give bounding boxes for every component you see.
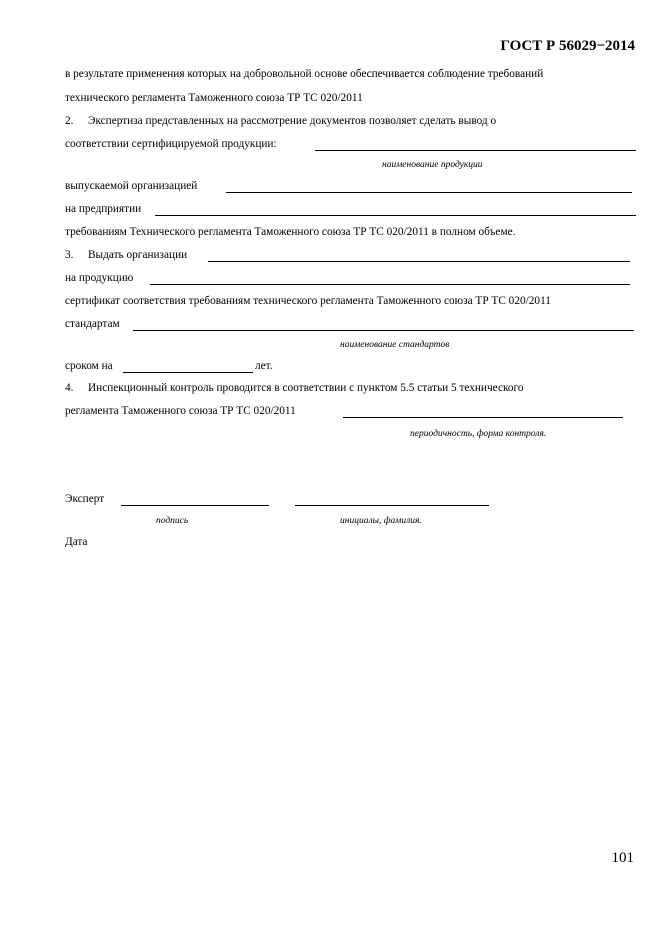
caption-product: наименование продукции — [382, 160, 483, 170]
paragraph-line: технического регламента Таможенного союза ТР ТС 020/2011 — [65, 92, 363, 104]
issue-to-label: Выдать организации — [88, 249, 188, 261]
standards-label: стандартам — [65, 318, 120, 330]
document-code-header: ГОСТ Р 56029−2014 — [500, 38, 635, 54]
standards-fill-line — [133, 330, 634, 331]
paragraph-line: Экспертиза представленных на рассмотрение документов позволяет сделать вывод о — [88, 115, 497, 127]
enterprise-label: на предприятии — [65, 203, 142, 215]
regulation-label: регламента Таможенного союза ТР ТС 020/2011 — [65, 405, 296, 417]
issue-to-fill-line — [208, 261, 630, 262]
enterprise-fill-line — [155, 215, 636, 216]
date-label: Дата — [65, 536, 88, 548]
caption-signature: подпись — [156, 516, 189, 526]
paragraph-line: Инспекционный контроль проводится в соответствии с пунктом 5.5 статьи 5 технического — [88, 382, 524, 394]
name-fill-line — [295, 505, 489, 506]
paragraph-line: сертификат соответствия требованиям технического регламента Таможенного союза ТР ТС 020/2011 — [65, 295, 551, 307]
product-fill-line — [150, 284, 630, 285]
organization-label: выпускаемой организацией — [65, 180, 198, 192]
years-label: лет. — [255, 360, 273, 372]
expert-label: Эксперт — [65, 493, 105, 505]
caption-standards: наименование стандартов — [340, 340, 450, 350]
product-label: соответствии сертифицируемой продукции: — [65, 138, 277, 150]
product-label: на продукцию — [65, 272, 134, 284]
organization-fill-line — [226, 192, 632, 193]
page-number: 101 — [611, 850, 634, 866]
item-number: 4. — [65, 382, 74, 394]
item-number: 2. — [65, 115, 74, 127]
paragraph-line: требованиям Технического регламента Таможенного союза ТР ТС 020/2011 в полном объеме. — [65, 226, 516, 238]
signature-fill-line — [121, 505, 269, 506]
product-fill-line — [315, 150, 636, 151]
paragraph-line: в результате применения которых на добровольной основе обеспечивается соблюдение требований — [65, 68, 544, 80]
item-number: 3. — [65, 249, 74, 261]
term-label: сроком на — [65, 360, 113, 372]
caption-control: периодичность, форма контроля. — [410, 429, 547, 439]
caption-name: инициалы, фамилия. — [340, 516, 422, 526]
term-fill-line — [123, 372, 253, 373]
control-fill-line — [343, 417, 623, 418]
